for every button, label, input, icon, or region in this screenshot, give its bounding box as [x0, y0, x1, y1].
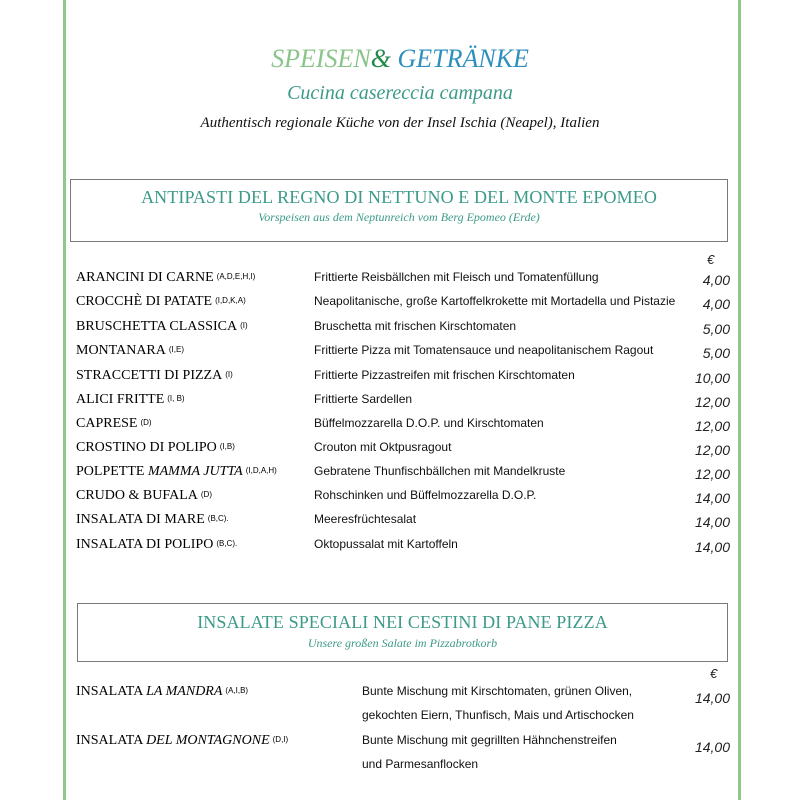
menu-item-row — [0, 319, 800, 343]
allergen-codes: (I) — [225, 370, 233, 379]
allergen-codes: (B,C). — [216, 539, 238, 548]
allergen-codes: (D) — [200, 490, 212, 499]
dish-name-text: CRUDO & BUFALA — [76, 488, 198, 503]
menu-item-row — [0, 294, 800, 318]
allergen-codes: (I,D,A,H) — [245, 466, 277, 475]
allergen-codes: (D) — [140, 418, 152, 427]
menu-item-row — [0, 684, 800, 732]
dish-description: Oktopussalat mit Kartoffeln — [314, 537, 458, 551]
menu-item-row — [0, 440, 800, 464]
dish-name-text: CROCCHÈ DI PATATE — [76, 294, 213, 309]
dish-price: 12,00 — [694, 418, 730, 434]
dish-name — [76, 440, 235, 456]
dish-name-text: BRUSCHETTA CLASSICA — [76, 319, 238, 334]
dish-price: 14,00 — [694, 690, 730, 706]
dish-name-text: INSALATA DI POLIPO — [76, 537, 214, 552]
allergen-codes: (I,B) — [219, 442, 235, 451]
dish-name-text: ALICI FRITTE — [76, 392, 165, 407]
menu-item-row — [0, 343, 800, 367]
dish-description: Frittierte Pizzastreifen mit frischen Kirschtomaten — [314, 368, 575, 382]
currency-label: € — [710, 666, 718, 681]
dish-price: 12,00 — [694, 466, 730, 482]
dish-name — [76, 392, 185, 408]
menu-item-row — [0, 488, 800, 512]
page-title — [0, 44, 800, 74]
dish-price: 14,00 — [694, 539, 730, 555]
section-subtitle: Vorspeisen aus dem Neptunreich vom Berg Epomeo (Erde) — [258, 210, 540, 224]
dish-description-line2: gekochten Eiern, Thunfisch, Mais und Artischocken — [362, 708, 634, 722]
menu-item-row — [0, 733, 800, 781]
dish-description: Bruschetta mit frischen Kirschtomaten — [314, 319, 517, 333]
dish-name-text: CAPRESE — [76, 416, 138, 431]
dish-description: Meeresfrüchtesalat — [314, 512, 417, 526]
section-title: INSALATE SPECIALI NEI CESTINI DI PANE PIZZA — [197, 612, 608, 632]
dish-name — [76, 684, 248, 700]
menu-item-row — [0, 270, 800, 294]
allergen-codes: (I, B) — [167, 394, 185, 403]
dish-description-line2: und Parmesanflocken — [362, 757, 479, 771]
dish-description: Neapolitanische, große Kartoffelkrokette mit Mortadella und Pistazie — [314, 294, 676, 308]
section-header-insalate — [77, 603, 728, 662]
dish-description: Crouton mit Oktpusragout — [314, 440, 452, 454]
dish-description: Gebratene Thunfischbällchen mit Mandelkruste — [314, 464, 566, 478]
dish-name-text: INSALATA — [76, 733, 147, 748]
dish-description: Frittierte Reisbällchen mit Fleisch und Tomatenfüllung — [314, 270, 599, 284]
title-part-getraenke: GETRÄNKE — [390, 44, 529, 73]
menu-item-row — [0, 368, 800, 392]
dish-name — [76, 512, 229, 528]
allergen-codes: (I,D,K,A) — [215, 296, 246, 305]
page-subtitle: Cucina casereccia campana — [287, 82, 513, 104]
allergen-codes: (A,I,B) — [225, 686, 249, 695]
dish-name — [76, 733, 288, 749]
title-part-speisen: SPEISEN — [271, 44, 371, 73]
dish-name-text: INSALATA DI MARE — [76, 512, 205, 527]
allergen-codes: (I,E) — [168, 345, 184, 354]
allergen-codes: (A,D,E,H,I) — [216, 272, 256, 281]
dish-name — [76, 319, 248, 335]
dish-name — [76, 270, 255, 286]
dish-name — [76, 368, 233, 384]
dish-name — [76, 464, 277, 480]
dish-name-text: STRACCETTI DI PIZZA — [76, 368, 223, 383]
dish-description: Frittierte Pizza mit Tomatensauce und neapolitanischem Ragout — [314, 343, 654, 357]
section-header-antipasti — [70, 179, 728, 242]
dish-name-text: POLPETTE — [76, 464, 148, 479]
menu-item-row — [0, 512, 800, 536]
dish-name — [76, 537, 237, 553]
dish-price: 14,00 — [694, 739, 730, 755]
allergen-codes: (D,I) — [272, 735, 289, 744]
section-title: ANTIPASTI DEL REGNO DI NETTUNO E DEL MONTE EPOMEO — [141, 187, 657, 207]
menu-item-row — [0, 537, 800, 561]
dish-name-italic: LA MANDRA — [146, 684, 223, 699]
dish-name-italic: DEL MONTAGNONE — [146, 733, 270, 748]
menu-item-row — [0, 416, 800, 440]
dish-name-italic: MAMMA JUTTA — [147, 464, 243, 479]
dish-name — [76, 343, 184, 359]
dish-name-text: MONTANARA — [76, 343, 166, 358]
currency-label: € — [707, 252, 715, 267]
allergen-codes: (I) — [240, 321, 248, 330]
dish-description: Rohschinken und Büffelmozzarella D.O.P. — [314, 488, 537, 502]
dish-name-text: ARANCINI DI CARNE — [76, 270, 214, 285]
dish-description-line1: Bunte Mischung mit Kirschtomaten, grünen Oliven, — [362, 684, 633, 698]
dish-price: 12,00 — [694, 442, 730, 458]
dish-description: Frittierte Sardellen — [314, 392, 413, 406]
title-ampersand: & — [370, 44, 391, 73]
dish-price: 4,00 — [702, 272, 730, 288]
dish-price: 12,00 — [694, 394, 730, 410]
dish-description: Büffelmozzarella D.O.P. und Kirschtomaten — [314, 416, 544, 430]
dish-price: 10,00 — [694, 370, 730, 386]
dish-name — [76, 416, 152, 432]
dish-name — [76, 488, 212, 504]
allergen-codes: (B,C). — [207, 514, 229, 523]
menu-item-row — [0, 392, 800, 416]
menu-item-row — [0, 464, 800, 488]
dish-price: 14,00 — [694, 490, 730, 506]
dish-price: 14,00 — [694, 514, 730, 530]
dish-price: 5,00 — [702, 345, 730, 361]
dish-name-text: INSALATA — [76, 684, 147, 699]
dish-description-line1: Bunte Mischung mit gegrillten Hähnchenstreifen — [362, 733, 617, 747]
page-tagline: Authentisch regionale Küche von der Insel Ischia (Neapel), Italien — [200, 115, 600, 131]
dish-name — [76, 294, 246, 310]
dish-price: 4,00 — [702, 296, 730, 312]
section-subtitle: Unsere großen Salate im Pizzabrotkorb — [307, 636, 498, 650]
dish-name-text: CROSTINO DI POLIPO — [76, 440, 217, 455]
dish-price: 5,00 — [702, 321, 730, 337]
